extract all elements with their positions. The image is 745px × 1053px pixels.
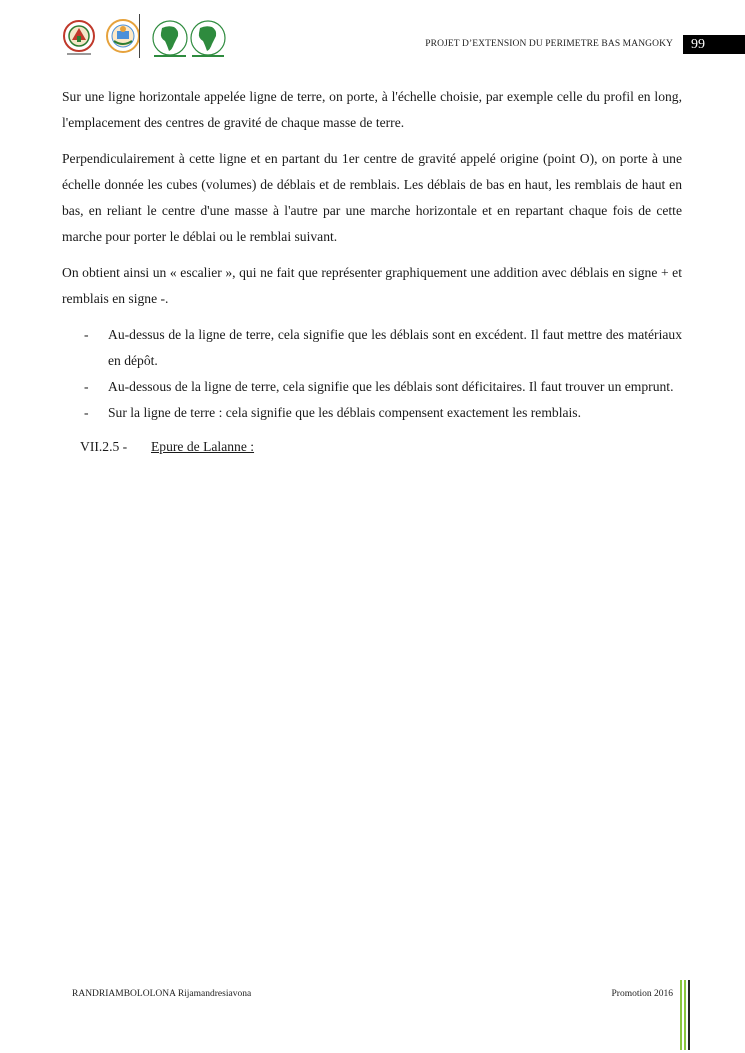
paragraph: On obtient ainsi un « escalier », qui ne fait que représenter graphiquement une addition avec déblais en signe + et remblais en signe -. bbox=[62, 265, 682, 306]
african-development-bank-logo bbox=[153, 21, 187, 57]
bullet-dash: - bbox=[84, 327, 89, 342]
logo-divider bbox=[139, 14, 140, 58]
ministry-seal-logo bbox=[64, 21, 94, 55]
list-item bbox=[62, 400, 682, 426]
section-title: Epure de Lalanne : bbox=[151, 439, 255, 454]
page-number: 99 bbox=[683, 35, 745, 54]
footer-decorative-bars bbox=[679, 980, 693, 1052]
institute-round-logo bbox=[107, 20, 139, 52]
bullet-text: Au-dessous de la ligne de terre, cela signifie que les déblais sont déficitaires. Il faut trouver un emprunt. bbox=[108, 379, 674, 394]
header-logos bbox=[62, 14, 232, 60]
bullet-list bbox=[62, 322, 682, 426]
african-development-fund-logo bbox=[191, 21, 225, 57]
footer-promotion: Promotion 2016 bbox=[611, 989, 673, 999]
document-body bbox=[62, 84, 682, 460]
section-heading bbox=[62, 434, 682, 460]
bullet-text: Au-dessus de la ligne de terre, cela signifie que les déblais sont en excédent. Il faut mettre des matériaux en dépôt. bbox=[108, 327, 682, 368]
paragraph: Sur une ligne horizontale appelée ligne de terre, on porte, à l'échelle choisie, par exemple celle du profil en long, l'emplacement des centres de gravité de chaque masse de terre. bbox=[62, 89, 682, 130]
list-item bbox=[62, 374, 682, 400]
section-number: VII.2.5 - bbox=[80, 439, 128, 454]
bullet-dash: - bbox=[84, 379, 89, 394]
list-item bbox=[62, 322, 682, 374]
project-title: PROJET D’EXTENSION DU PERIMETRE BAS MANGOKY bbox=[425, 39, 673, 49]
bullet-dash: - bbox=[84, 405, 89, 420]
footer-author: RANDRIAMBOLOLONA Rijamandresiavona bbox=[72, 989, 252, 999]
logo-strip bbox=[62, 14, 232, 60]
paragraph: Perpendiculairement à cette ligne et en partant du 1er centre de gravité appelé origine (point O), on porte à une échelle donnée les cubes (volumes) de déblais et de remblais. Les déblais de bas en haut, les remblais de haut en bas, en reliant le centre d'une masse à l'autre par une marche horizontale et en repartant chaque fois de cette marche pour porter le déblai ou le remblai suivant. bbox=[62, 151, 682, 244]
bullet-text: Sur la ligne de terre : cela signifie que les déblais compensent exactement les remblais. bbox=[108, 405, 581, 420]
